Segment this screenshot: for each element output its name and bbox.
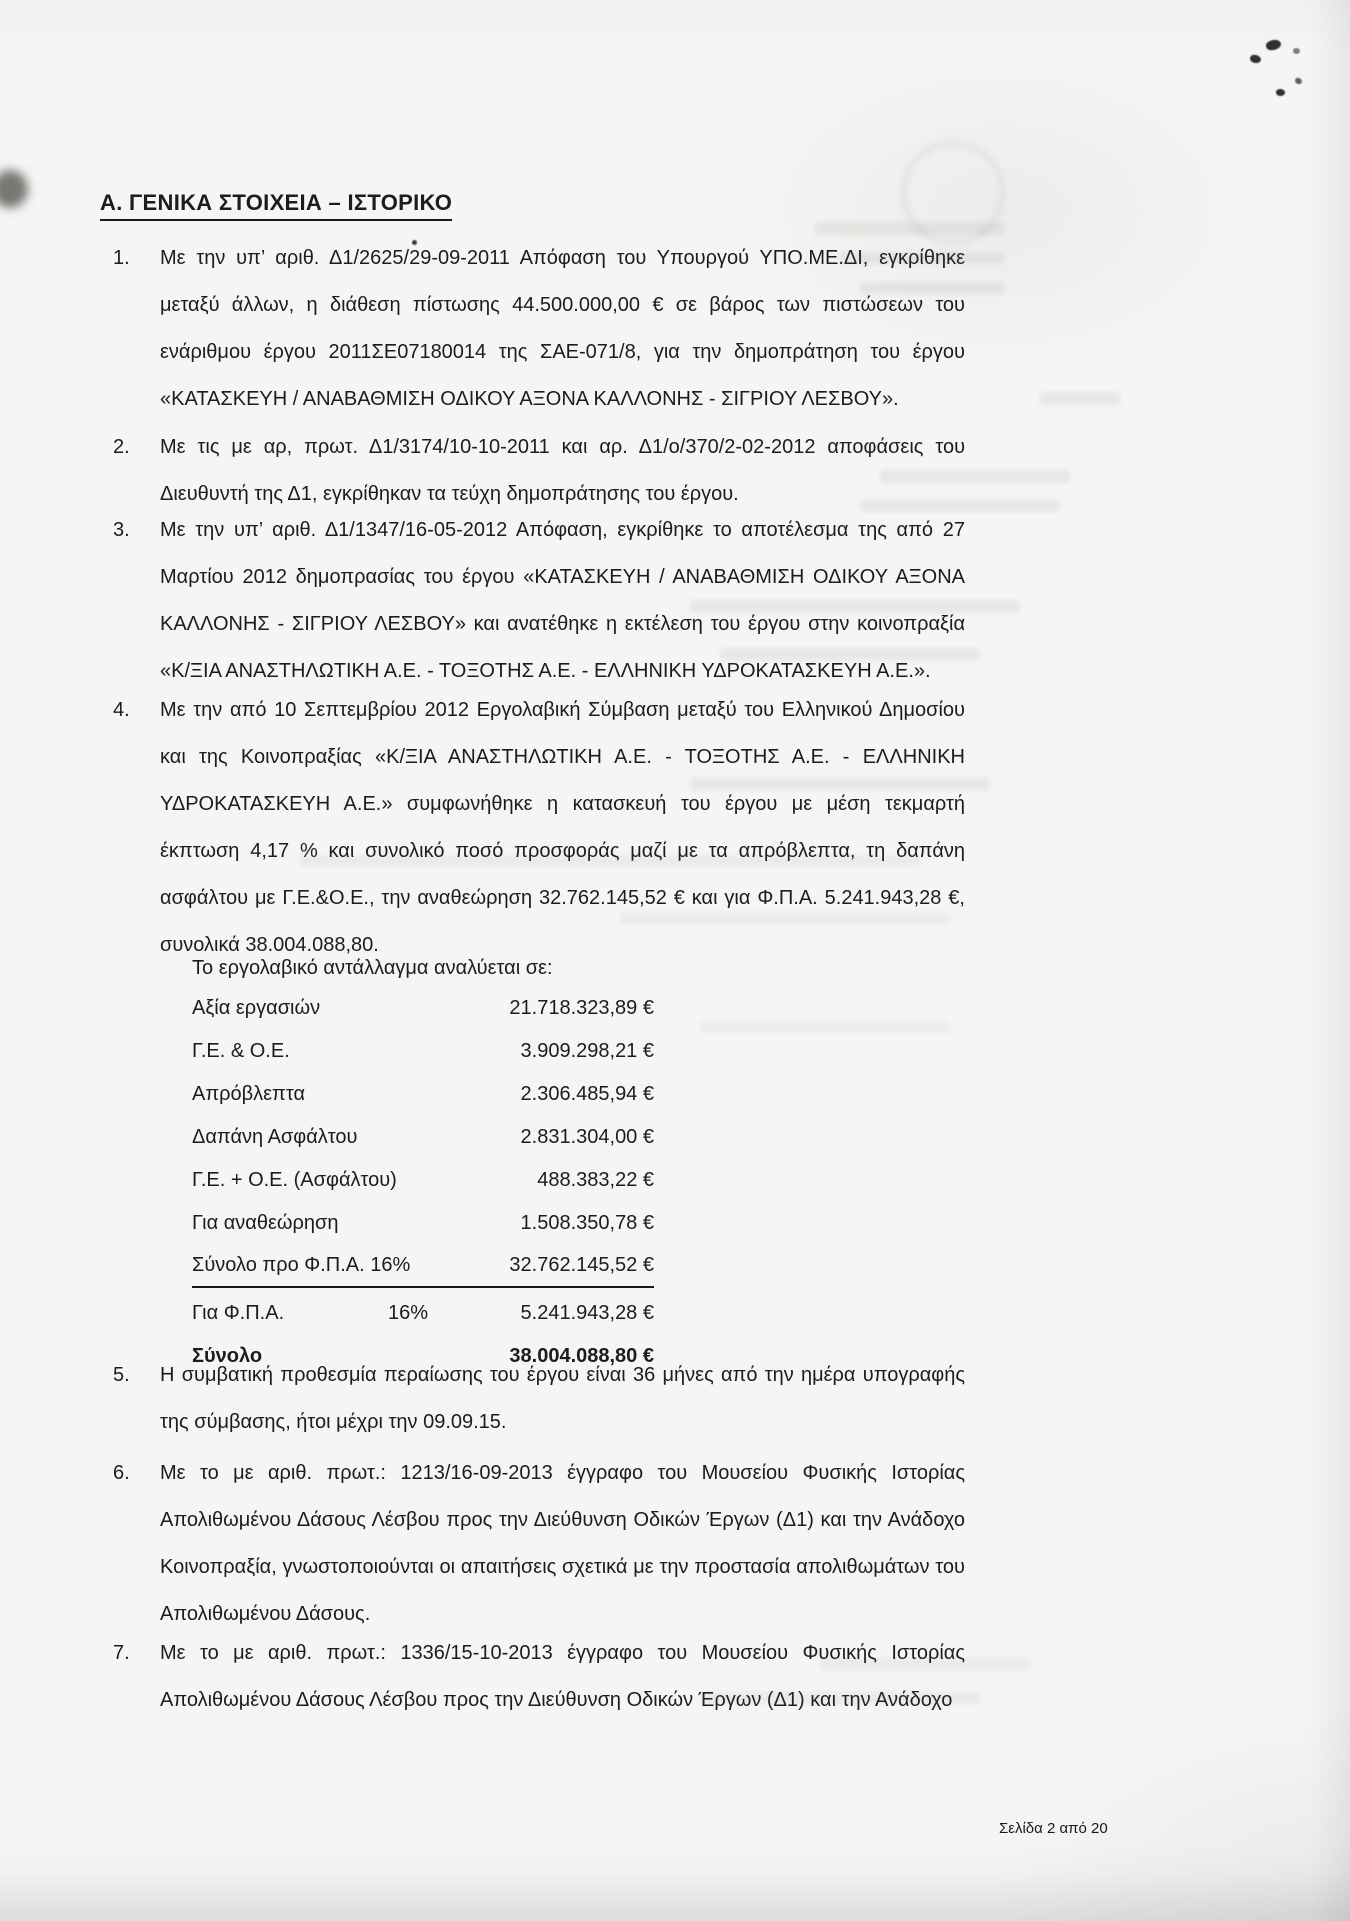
breakdown-row-vat [192, 1292, 654, 1335]
breakdown-row-subtotal [192, 1245, 654, 1288]
bleed-through-artifact [860, 282, 1005, 294]
breakdown-value: 488.383,22 € [537, 1169, 654, 1191]
bleed-through-artifact [880, 470, 1070, 483]
paragraph-number: 7. [113, 1642, 130, 1664]
ink-dot [412, 240, 417, 245]
breakdown-label: Δαπάνη Ασφάλτου [192, 1126, 358, 1148]
bleed-through-artifact [1040, 392, 1120, 405]
paragraph-number: 2. [113, 436, 130, 458]
paragraph-text: Με το με αριθ. πρωτ.: 1213/16-09-2013 έγγραφο του Μουσείου Φυσικής Ιστορίας Απολιθωμένου Δάσους Λέσβου προς την Διεύθυνση Οδικών Έργων (Δ1) και την Ανάδοχο Κοινοπραξία, γνωστοποιούνται οι απαιτήσεις σχετικά με την προστασία απολιθωμάτων του Απολιθωμένου Δάσους. [160, 1462, 965, 1625]
breakdown-value: 3.909.298,21 € [520, 1040, 654, 1062]
cost-breakdown-table [192, 987, 654, 1378]
paragraph-number: 1. [113, 247, 130, 269]
ink-mark [1249, 54, 1261, 64]
breakdown-value: 2.831.304,00 € [520, 1126, 654, 1148]
paragraph-number: 3. [113, 519, 130, 541]
ink-mark [1276, 89, 1285, 96]
bleed-through-artifact [815, 222, 1005, 235]
scan-edge-shadow [0, 1861, 1350, 1921]
breakdown-row [192, 1116, 654, 1159]
breakdown-label: Σύνολο προ Φ.Π.Α. 16% [192, 1254, 411, 1276]
ink-mark [1265, 38, 1282, 52]
breakdown-label: Για αναθεώρηση [192, 1212, 339, 1234]
paragraph-number: 5. [113, 1364, 130, 1386]
breakdown-value: 21.718.323,89 € [509, 997, 654, 1019]
breakdown-intro: Το εργολαβικό αντάλλαγμα αναλύεται σε: [192, 957, 553, 979]
bleed-through-artifact [690, 778, 990, 790]
ink-mark [1294, 77, 1303, 86]
paragraph-1 [113, 235, 965, 423]
paragraph-2 [113, 424, 965, 518]
breakdown-row [192, 987, 654, 1030]
paragraph-4 [113, 687, 965, 969]
breakdown-label: Απρόβλεπτα [192, 1083, 306, 1105]
page-number-footer: Σελίδα 2 από 20 [999, 1820, 1108, 1837]
bleed-through-artifact [690, 600, 1020, 613]
breakdown-row [192, 1030, 654, 1073]
breakdown-value: 1.508.350,78 € [520, 1212, 654, 1234]
breakdown-label: Γ.Ε. + Ο.Ε. (Ασφάλτου) [192, 1169, 397, 1191]
breakdown-label: Για Φ.Π.Α. [192, 1302, 285, 1324]
paragraph-5 [113, 1352, 965, 1446]
breakdown-value: 32.762.145,52 € [509, 1254, 654, 1276]
breakdown-vat-rate: 16% [388, 1302, 429, 1324]
ink-mark [1293, 48, 1300, 54]
bleed-through-artifact [860, 500, 1060, 512]
breakdown-label: Σύνολο [192, 1345, 263, 1367]
paragraph-text: Με τις με αρ, πρωτ. Δ1/3174/10-10-2011 και αρ. Δ1/ο/370/2-02-2012 αποφάσεις του Διευθυντή της Δ1, εγκρίθηκαν τα τεύχη δημοπράτησης του έργου. [160, 436, 965, 505]
paragraph-text: Η συμβατική προθεσμία περαίωσης του έργου είναι 36 μήνες από την ημέρα υπογραφής της σύμβασης, ήτοι μέχρι την 09.09.15. [160, 1364, 965, 1433]
breakdown-label: Γ.Ε. & Ο.Ε. [192, 1040, 290, 1062]
paragraph-6 [113, 1450, 965, 1638]
bleed-through-artifact [620, 912, 950, 924]
breakdown-label: Αξία εργασιών [192, 997, 321, 1019]
bleed-through-artifact [700, 1692, 980, 1704]
bleed-through-artifact [840, 252, 1005, 264]
paragraph-text: Με την υπ’ αριθ. Δ1/1347/16-05-2012 Απόφαση, εγκρίθηκε το αποτέλεσμα της από 27 Μαρτίου 2012 δημοπρασίας του έργου «ΚΑΤΑΣΚΕΥΗ / ΑΝΑΒΑΘΜΙΣΗ ΟΔΙΚΟΥ ΑΞΟΝΑ ΚΑΛΛΟΝΗΣ - ΣΙΓΡΙΟΥ ΛΕΣΒΟΥ» και ανατέθηκε η εκτέλεση του έργου στην κοινοπραξία «Κ/ΞΙΑ ΑΝΑΣΤΗΛΩΤΙΚΗ Α.Ε. - ΤΟΞΟΤΗΣ Α.Ε. - ΕΛΛΗΝΙΚΗ ΥΔΡΟΚΑΤΑΣΚΕΥΗ Α.Ε.». [160, 519, 965, 682]
breakdown-value: 5.241.943,28 € [520, 1302, 654, 1324]
breakdown-value: 38.004.088,80 € [509, 1345, 654, 1367]
bleed-through-artifact [700, 1022, 950, 1033]
section-heading: Α. ΓΕΝΙΚΑ ΣΤΟΙΧΕΙΑ – ΙΣΤΟΡΙΚΟ [100, 190, 452, 221]
breakdown-row [192, 1073, 654, 1116]
bleed-through-artifact [720, 648, 980, 660]
breakdown-row [192, 1202, 654, 1245]
bleed-through-artifact [820, 1658, 1030, 1670]
paragraph-7 [113, 1630, 965, 1724]
breakdown-value: 2.306.485,94 € [520, 1083, 654, 1105]
paragraph-number: 6. [113, 1462, 130, 1484]
paragraph-text: Με την υπ’ αριθ. Δ1/2625/29-09-2011 Απόφαση του Υπουργού ΥΠΟ.ΜΕ.ΔΙ, εγκρίθηκε μεταξύ άλλων, η διάθεση πίστωσης 44.500.000,00 € σε βάρος των πιστώσεων του ενάριθμου έργου 2011ΣΕ07180014 της ΣΑΕ-071/8, για την δημοπράτηση του έργου «ΚΑΤΑΣΚΕΥΗ / ΑΝΑΒΑΘΜΙΣΗ ΟΔΙΚΟΥ ΑΞΟΝΑ ΚΑΛΛΟΝΗΣ - ΣΙΓΡΙΟΥ ΛΕΣΒΟΥ». [160, 247, 965, 410]
scan-smudge [0, 170, 28, 208]
paragraph-text: Με την από 10 Σεπτεμβρίου 2012 Εργολαβική Σύμβαση μεταξύ του Ελληνικού Δημοσίου και της Κοινοπραξίας «Κ/ΞΙΑ ΑΝΑΣΤΗΛΩΤΙΚΗ Α.Ε. - ΤΟΞΟΤΗΣ Α.Ε. - ΕΛΛΗΝΙΚΗ ΥΔΡΟΚΑΤΑΣΚΕΥΗ Α.Ε.» συμφωνήθηκε η κατασκευή του έργου με μέση τεκμαρτή έκπτωση 4,17 % και συνολικό ποσό προσφοράς μαζί με τα απρόβλεπτα, τη δαπάνη ασφάλτου με Γ.Ε.&Ο.Ε., την αναθεώρηση 32.762.145,52 € και για Φ.Π.Α. 5.241.943,28 €, συνολικά 38.004.088,80. [160, 699, 965, 956]
breakdown-row [192, 1159, 654, 1202]
paragraph-number: 4. [113, 699, 130, 721]
bleed-through-artifact [300, 855, 920, 867]
paragraph-text: Με το με αριθ. πρωτ.: 1336/15-10-2013 έγγραφο του Μουσείου Φυσικής Ιστορίας Απολιθωμένου Δάσους Λέσβου προς την Διεύθυνση Οδικών Έργων (Δ1) και την Ανάδοχο [160, 1642, 965, 1711]
